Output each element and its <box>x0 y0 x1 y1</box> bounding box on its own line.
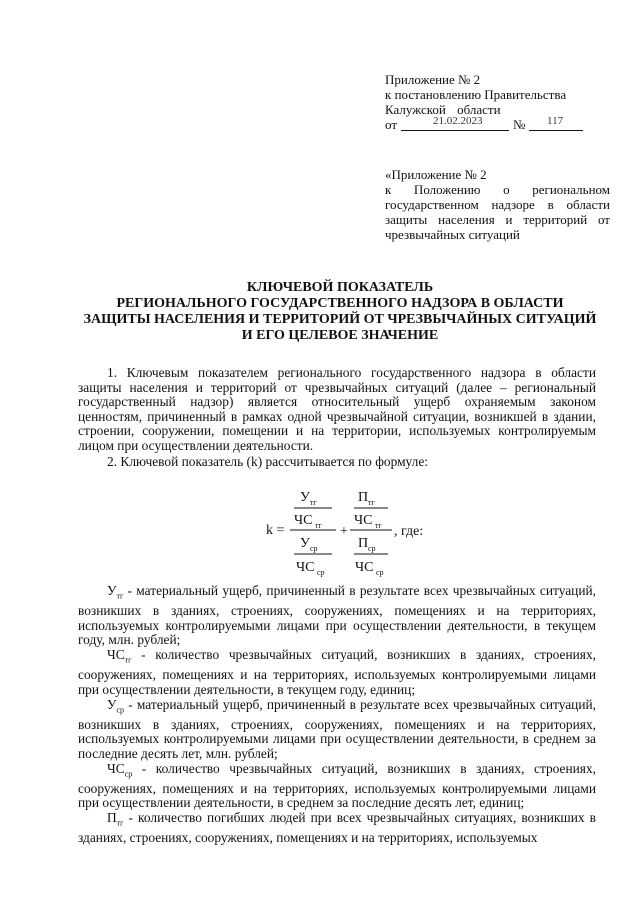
svg-text:ср: ср <box>310 544 318 553</box>
paragraph-1: 1. Ключевым показателем регионального государственного надзора в области защиты населения и территорий от чрезвычайных ситуаций (далее – региональный государственный надзор) является относительный ущерб охраняемым законом ценностям, причиненный в рамках одной чрезвычайной ситуации, возникшей в здании, строении, сооружении, помещении и на территории, используемых контролируемым лицом при осуществлении деятельности. <box>78 365 596 453</box>
svg-text:ср: ср <box>317 568 325 577</box>
attachment-header <box>385 72 610 132</box>
svg-text:ср: ср <box>376 568 384 577</box>
svg-text:ЧС: ЧС <box>296 560 315 575</box>
formula-graphic <box>260 484 480 580</box>
definition-item: $У_{тг}$ - материальный ущерб, причиненный в результате всех чрезвычайных ситуаций, возникших в зданиях, строениях, сооружениях, помещениях и на территориях, используемых контролируемыми лицами при осуществлении деятельности, в текущем году, млн. рублей; <box>78 583 596 648</box>
definition-item: $П_{тг}$ - количество погибших людей при всех чрезвычайных ситуациях, возникших в зданиях, строениях, сооружениях, помещениях и на территориях, используемых <box>78 810 596 846</box>
formula-k: k = <box>266 523 285 538</box>
attachment-number: Приложение № 2 <box>385 72 481 87</box>
definition-item: $У_{ср}$ - материальный ущерб, причиненный в результате всех чрезвычайных ситуаций, возникших в зданиях, строениях, сооружениях, помещениях и на территориях, используемых контролируемыми лицами при осуществлении деятельности, в среднем за последние десять лет, млн. рублей; <box>78 696 596 761</box>
svg-text:П: П <box>358 536 369 551</box>
attachment-decree: к постановлению Правительства <box>385 87 567 102</box>
svg-text:ср: ср <box>368 544 376 553</box>
document-title: КЛЮЧЕВОЙ ПОКАЗАТЕЛЬ РЕГИОНАЛЬНОГО ГОСУДАРСТВЕННОГО НАДЗОРА В ОБЛАСТИ ЗАЩИТЫ НАСЕЛЕНИЯ И ТЕРРИТОРИЙ ОТ ЧРЕЗВЫЧАЙНЫХ СИТУАЦИЙ И ЕГО ЦЕЛЕВОЕ ЗНАЧЕНИЕ <box>83 280 597 343</box>
attachment-regulation-text: к Положению о региональном государственном надзоре в области защиты населения и территорий от чрезвычайных ситуаций <box>385 182 610 242</box>
svg-text:+: + <box>340 524 348 539</box>
formula <box>260 484 480 580</box>
formula-where: , где: <box>394 524 424 539</box>
svg-text:У: У <box>300 536 310 551</box>
attachment-regulation-header <box>385 167 610 242</box>
svg-text:тг: тг <box>315 521 322 530</box>
svg-text:ЧС: ЧС <box>355 560 374 575</box>
svg-text:П: П <box>358 490 369 505</box>
svg-text:тг: тг <box>375 521 382 530</box>
svg-text:тг: тг <box>310 498 317 507</box>
attachment-regulation-number: «Приложение № 2 <box>385 167 487 182</box>
decree-number: 117 <box>547 115 564 127</box>
definitions-list <box>78 584 596 846</box>
date-number-line: от 21.02.2023 № 117 <box>385 117 610 132</box>
paragraph-2: 2. Ключевой показатель (k) рассчитывается по формуле: <box>107 454 429 469</box>
definition-item: $ЧС_{ср}$ - количество чрезвычайных ситуаций, возникших в зданиях, строениях, сооружениях, помещениях и на территориях, используемых контролируемыми лицами при осуществлении деятельности, в среднем за последние десять лет, единиц; <box>78 760 596 811</box>
svg-text:У: У <box>300 490 310 505</box>
attachment-region: Калужской области <box>385 102 501 117</box>
decree-date: 21.02.2023 <box>433 115 483 127</box>
definition-item: $ЧС_{тг}$ - количество чрезвычайных ситуаций, возникших в зданиях, строениях, сооружениях, помещениях и на территориях, используемых контролируемыми лицами при осуществлении деятельности, в текущем году, единиц; <box>78 647 596 697</box>
svg-text:ЧС: ЧС <box>294 513 313 528</box>
svg-text:тг: тг <box>368 498 375 507</box>
svg-text:ЧС: ЧС <box>354 513 373 528</box>
